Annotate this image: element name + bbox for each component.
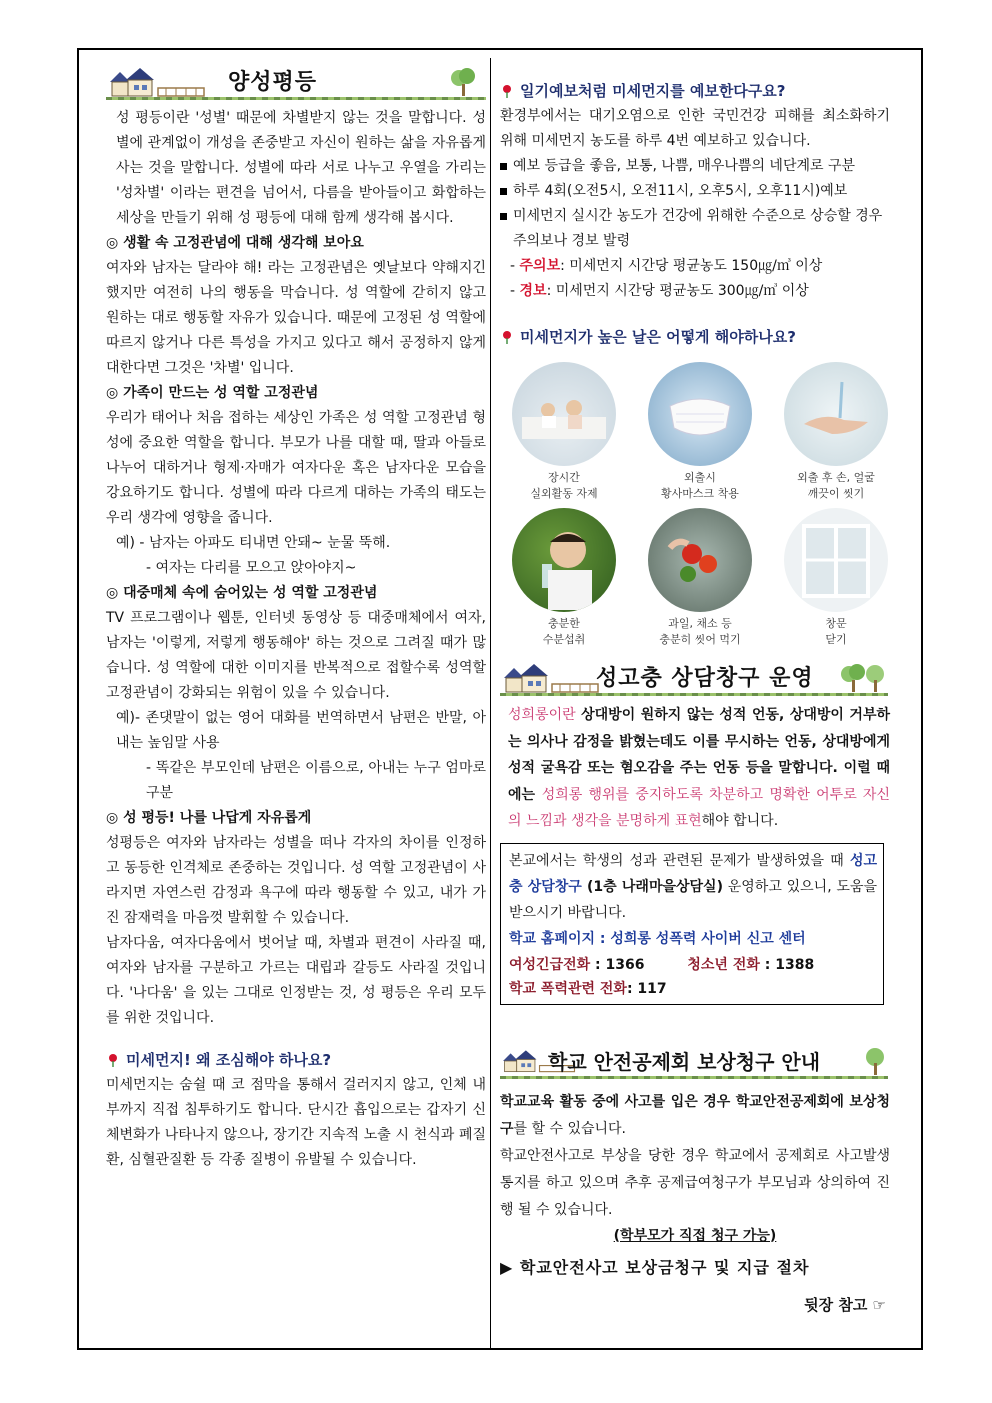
dust-action-heading bbox=[500, 324, 890, 350]
ground-strip bbox=[500, 1076, 888, 1079]
indoor-family-image bbox=[512, 362, 616, 466]
gender-s3-example-1: 예)- 존댓말이 없는 영어 대화를 번역하면서 남편은 반말, 아내는 높임말 사용 bbox=[116, 710, 486, 751]
dust-why-heading-text: 미세먼지! 왜 조심해야 하나요? bbox=[126, 1051, 332, 1069]
mask-image bbox=[648, 362, 752, 466]
tree-icon bbox=[862, 662, 888, 694]
gender-intro: 성 평등이란 '성별' 때문에 차별받지 않는 것을 말합니다. 성별에 관계없이 개성을 존중받고 자신이 원하는 삶을 자유롭게 사는 것을 말합니다. 성별에 따라 서로 나누고 우열을 가리는 '성차별' 이라는 편견을 넘어서, 다름을 받아들이고 화합하는 세상을 만들기 위해 성 평등에 대해 함께 생각해 봅시다. bbox=[116, 110, 486, 226]
flower-icon bbox=[500, 330, 514, 344]
tip-wash-produce: 과일, 채소 등 충분히 씻어 먹기 bbox=[640, 508, 760, 648]
tip-indoor: 장시간 실외활동 자제 bbox=[504, 362, 624, 502]
ground-strip bbox=[106, 97, 486, 100]
gender-s2-example-1: 예) - 남자는 아파도 티내면 안돼~ 눈물 뚝해. bbox=[116, 535, 391, 551]
safety-title: 학교 안전공제회 보상청구 안내 bbox=[548, 1049, 821, 1074]
wash-hands-image bbox=[784, 362, 888, 466]
column-divider bbox=[490, 58, 491, 1348]
forecast-bullet-1: 예보 등급을 좋음, 보통, 나쁨, 매우나쁨의 네단계로 구분 bbox=[500, 154, 890, 179]
tip-close-window: 창문 닫기 bbox=[776, 508, 896, 648]
safety-notice-text: 학교안전사고로 부상을 당한 경우 학교에서 공제회로 사고발생 통지를 하고 있으며 추후 공제급여청구가 부모님과 상의하여 진행 될 수 있습니다. bbox=[500, 1147, 890, 1218]
dust-action-heading-text: 미세먼지가 높은 날은 어떻게 해야하나요? bbox=[520, 328, 796, 346]
forecast-bullet-2: 하루 4회(오전5시, 오전11시, 오후5시, 오후11시)예보 bbox=[500, 179, 890, 204]
dust-forecast-body: 환경부에서는 대기오염으로 인한 국민건강 피해를 최소화하기 위해 미세먼지 농도를 하루 4번 예보하고 있습니다. bbox=[500, 108, 890, 149]
closed-window-image bbox=[784, 508, 888, 612]
school-violence-hotline: 학교 폭력관련 전화: 117 bbox=[509, 980, 667, 997]
homepage-report-center: 학교 홈페이지 : 성희롱 성폭력 사이버 신고 센터 bbox=[509, 930, 806, 947]
dust-forecast-heading bbox=[500, 78, 890, 104]
tip-wash-hands: 외출 후 손, 얼굴 깨끗이 씻기 bbox=[776, 362, 896, 502]
see-back-page: 뒷장 참고 ☞ bbox=[804, 1295, 886, 1314]
gender-s1-body: 여자와 남자는 달라야 해! 라는 고정관념은 옛날보다 약해지긴 했지만 여전히 나의 행동을 막습니다. 성 역할에 갇히지 않고 원하는 대로 행동할 자유가 있습니다. 때문에 고정된 성 역할에 따르지 않거나 다른 특성을 가지고 있다고 해서 공정하지 않게 대한다면 그것은 '차별' 입니다. bbox=[106, 260, 486, 376]
gender-s2-body: 우리가 태어나 처음 접하는 세상인 가족은 성 역할 고정관념 형성에 중요한 역할을 합니다. 부모가 나를 대할 때, 딸과 아들로 나누어 대하거나 형제·자매가 여자다운 혹은 남자다운 모습을 강요하기도 합니다. 성별에 따라 다르게 대하는 가족의 태도는 우리 생각에 영향을 줍니다. bbox=[106, 410, 486, 526]
dust-forecast-heading-text: 일기예보처럼 미세먼지를 예보한다구요? bbox=[520, 82, 786, 100]
right-column bbox=[500, 78, 890, 1318]
counseling-text: 본교에서는 학생의 성과 관련된 문제가 발생하였을 때 성고충 상담창구 (1층 나래마을상담실) 운영하고 있으니, 도움을 받으시기 바랍니다. bbox=[509, 852, 877, 921]
left-column bbox=[106, 60, 486, 1173]
tree-icon bbox=[450, 66, 476, 98]
tip-hydrate: 충분한 수분섭취 bbox=[504, 508, 624, 648]
gender-s2-heading: ◎ 가족이 만드는 성 역할 고정관념 bbox=[106, 385, 319, 401]
gender-equality-banner bbox=[106, 60, 486, 102]
ground-strip bbox=[500, 693, 888, 696]
gender-s3-example-2: - 똑같은 부모인데 남편은 이름으로, 아내는 누구 엄마로 구분 bbox=[146, 760, 486, 801]
parent-claim-note: (학부모가 직접 청구 가능) bbox=[613, 1227, 777, 1244]
gender-s1-heading: ◎ 생활 속 고정관념에 대해 생각해 보아요 bbox=[106, 235, 364, 251]
gender-s3-heading: ◎ 대중매체 속에 숨어있는 성 역할 고정관념 bbox=[106, 585, 378, 601]
flower-icon bbox=[106, 1053, 120, 1067]
safety-banner bbox=[500, 1039, 888, 1081]
harassment-definition: 성희롱이란 상대방이 원하지 않는 성적 언동, 상대방이 거부하는 의사나 감정을 밝혔는데도 이를 무시하는 언동, 상대방에게 성적 굴욕감 또는 혐오감을 주는 언동 등을 말합니다. 이럴 때에는 성희롱 행위를 중지하도록 차분하고 명확한 어투로 자신의 느낌과 생각을 분명하게 표현해야 합니다. bbox=[508, 707, 890, 829]
advisory-line: - 주의보: 미세먼지 시간당 평균농도 150㎍/㎥ 이상 bbox=[510, 258, 823, 274]
tip-mask: 외출시 황사마스크 착용 bbox=[640, 362, 760, 502]
harassment-title: 성고충 상담창구 운영 bbox=[596, 666, 814, 691]
gender-s4-body-1: 성평등은 여자와 남자라는 성별을 떠나 각자의 차이를 인정하고 동등한 인격체로 존중하는 것입니다. 성 역할 고정관념이 사라지면 자연스런 감정과 욕구에 따라 행동할 수 있고, 내가 가진 잠재력을 마음껏 발휘할 수 있습니다. bbox=[106, 835, 486, 926]
drinking-water-image bbox=[512, 508, 616, 612]
procedure-line: ▶ 학교안전사고 보상금청구 및 지급 절차 bbox=[500, 1257, 810, 1277]
house-icon bbox=[106, 66, 206, 98]
counseling-box bbox=[500, 843, 884, 1005]
hotline-row: 여성긴급전화 : 1366 청소년 전화 : 1388 bbox=[509, 956, 815, 973]
safety-claim-text: 학교교육 활동 중에 사고를 입은 경우 학교안전공제회에 보상청구를 할 수 있습니다. bbox=[500, 1093, 890, 1137]
gender-s4-heading: ◎ 성 평등! 나를 나답게 자유롭게 bbox=[106, 810, 312, 826]
flower-icon bbox=[500, 84, 514, 98]
house-icon bbox=[500, 662, 600, 694]
tree-icon bbox=[862, 1045, 888, 1077]
gender-s4-body-2: 남자다움, 여자다움에서 벗어날 때, 차별과 편견이 사라질 때, 여자와 남자를 구분하고 가르는 대립과 갈등도 사라질 것입니다. '나다움' 을 있는 그대로 인정받는 것, 성 평등은 우리 모두를 위한 것입니다. bbox=[106, 935, 486, 1026]
dust-why-body: 미세먼지는 숨쉴 때 코 점막을 통해서 걸러지지 않고, 인체 내부까지 직접 침투하기도 합니다. 단시간 흡입으로는 갑자기 신체변화가 나타나지 않으나, 장기간 지속적 노출 시 천식과 폐질환, 심혈관질환 등 각종 질병이 유발될 수 있습니다. bbox=[106, 1077, 486, 1168]
dust-tips-grid bbox=[504, 362, 890, 648]
forecast-bullet-3: 미세먼지 실시간 농도가 건강에 위해한 수준으로 상승할 경우 주의보나 경보 발령 bbox=[500, 204, 890, 254]
gender-s3-body: TV 프로그램이나 웹툰, 인터넷 동영상 등 대중매체에서 여자, 남자는 '이렇게, 저렇게 행동해야' 하는 것으로 그려질 때가 많습니다. 성 역할에 대한 이미지를 반복적으로 접할수록 성역할 고정관념이 강화되는 위험이 있을 수 있습니다. bbox=[106, 610, 486, 701]
washing-produce-image bbox=[648, 508, 752, 612]
harassment-banner bbox=[500, 656, 888, 698]
gender-s2-example-2: - 여자는 다리를 모으고 앉아야지~ bbox=[146, 560, 357, 576]
gender-equality-title: 양성평등 bbox=[228, 70, 318, 95]
warning-line: - 경보: 미세먼지 시간당 평균농도 300㎍/㎥ 이상 bbox=[510, 283, 809, 299]
dust-why-heading bbox=[106, 1047, 486, 1073]
